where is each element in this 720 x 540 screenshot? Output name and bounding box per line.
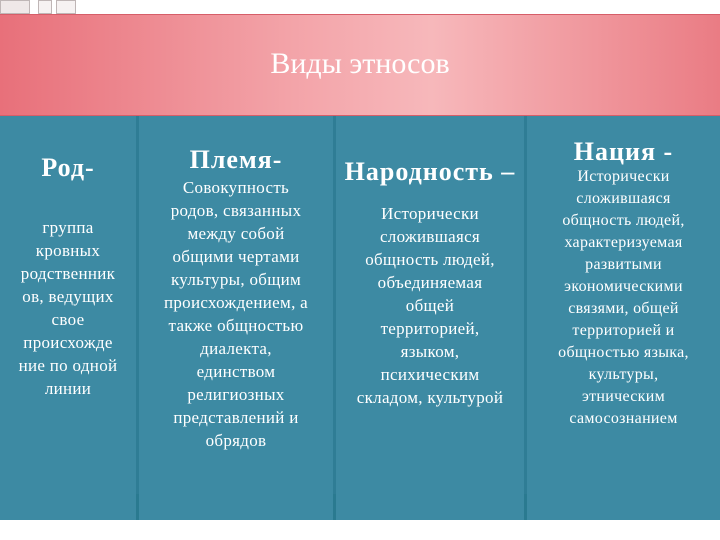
decorative-square <box>56 0 76 14</box>
column-plemya <box>139 116 333 494</box>
column-heading: Племя- <box>189 145 283 174</box>
column-body: Исторически сложившаяся общность людей, объединяемая общей территорией, языком, психическим складом, культурой <box>356 204 504 407</box>
column-natsiya <box>527 116 720 494</box>
column-narodnost <box>336 116 524 494</box>
column-body: Исторически сложившаяся общность людей, характеризуемая развитыми экономическими связями, общей территорией и общностью языка, культуры, этническим самосознанием <box>558 168 689 427</box>
decorative-square <box>0 0 30 14</box>
column-body: Совокупность родов, связанных между собой общими чертами культуры, общим происхождением, а также общностью диалекта, единством религиозных представлений и обрядов <box>163 178 309 450</box>
column-rod <box>0 116 136 494</box>
bottom-cell <box>139 494 333 520</box>
column-heading: Народность – <box>344 157 516 186</box>
bottom-cell <box>336 494 524 520</box>
ethnos-types-table <box>0 116 720 494</box>
bottom-cell <box>527 494 720 520</box>
bottom-cell <box>0 494 136 520</box>
column-body: группа кровных родственник ов, ведущих свое происхожде ние по одной линии <box>18 218 118 398</box>
slide-title: Виды этносов <box>270 47 450 80</box>
column-heading: Род- <box>41 153 95 182</box>
decorative-square <box>38 0 52 14</box>
column-heading: Нация - <box>573 137 674 166</box>
table-bottom-row <box>0 494 720 520</box>
